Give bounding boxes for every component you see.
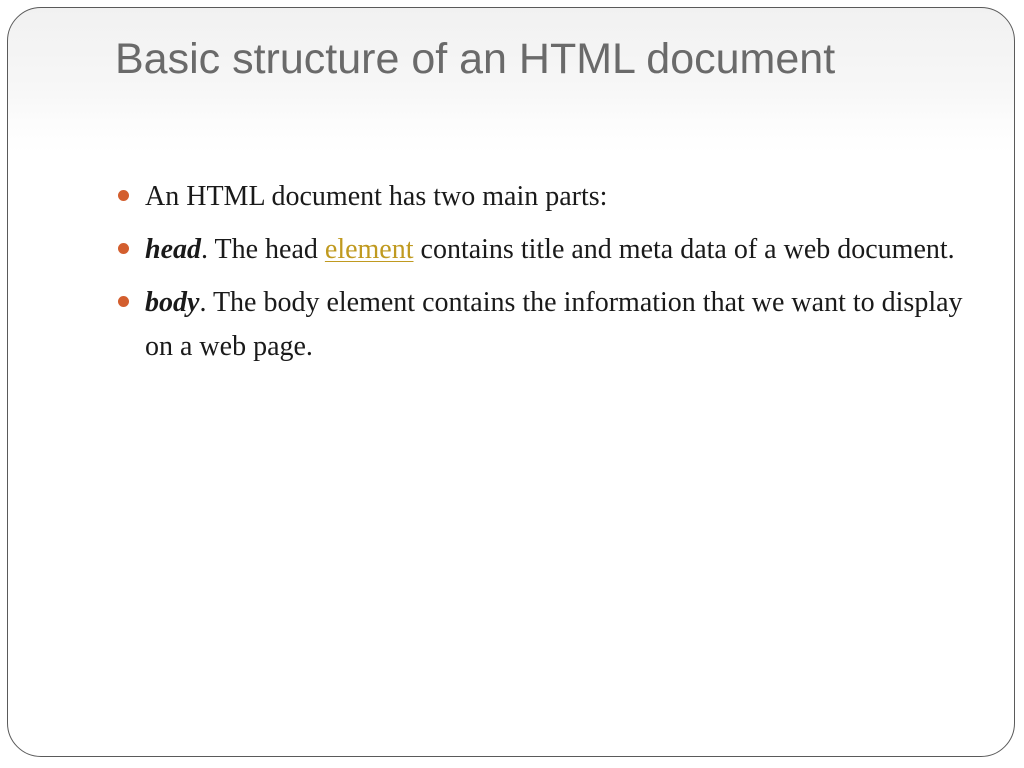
slide [7,7,1015,757]
bullet-text: The body element contains the information that we want to display on a web page. [145,287,963,362]
bullet-dot-icon [118,296,129,307]
term-separator: . [199,287,213,318]
bullet-item-intro [118,175,968,219]
term-body: body [145,287,200,318]
bullet-item-body [118,281,968,369]
bullet-dot-icon [118,190,129,201]
bullet-text: The head [214,234,325,265]
bullet-text: contains title and meta data of a web document. [413,234,955,265]
term-separator: . [201,234,215,265]
bullet-text: An HTML document has two main parts: [145,181,608,212]
element-link[interactable]: element [324,234,414,265]
slide-title: Basic structure of an HTML document [115,35,836,83]
bullet-item-head [118,228,968,272]
bullet-list [118,175,968,378]
bullet-dot-icon [118,243,129,254]
term-head: head [145,234,201,265]
